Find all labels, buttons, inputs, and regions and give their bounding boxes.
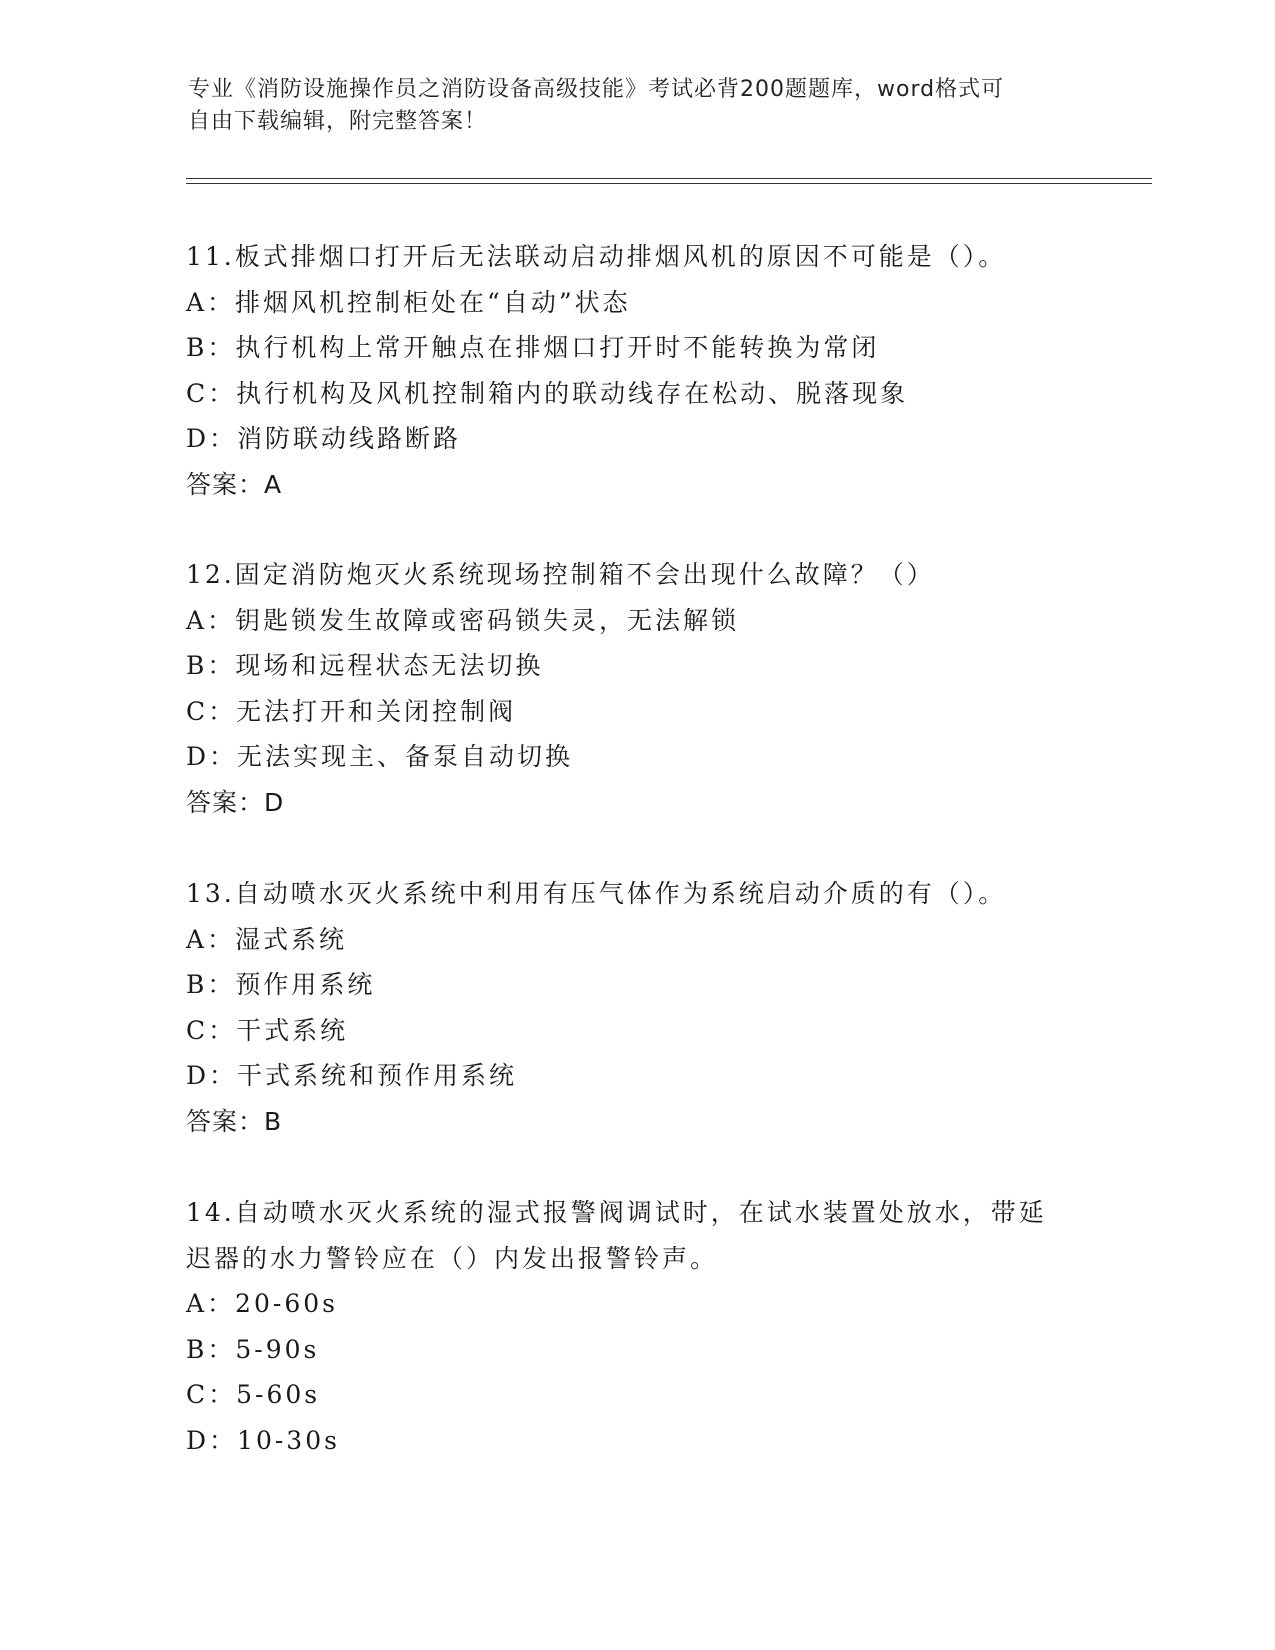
header-divider-bottom <box>186 183 1152 184</box>
question-13 <box>186 871 1086 1144</box>
option-a: A：排烟风机控制柜处在“自动”状态 <box>186 287 631 317</box>
question-12 <box>186 552 1086 825</box>
option-a: A：20-60s <box>186 1289 338 1318</box>
option-a: A：湿式系统 <box>186 924 348 954</box>
option-a: A：钥匙锁发生故障或密码锁失灵，无法解锁 <box>186 605 740 635</box>
option-b: B：现场和远程状态无法切换 <box>186 651 544 680</box>
option-d: D：10-30s <box>186 1425 340 1455</box>
option-c: C：5-60s <box>186 1380 321 1409</box>
question-stem: 12.固定消防炮灭火系统现场控制箱不会出现什么故障？（） <box>186 560 935 589</box>
option-c: C：无法打开和关闭控制阀 <box>186 696 517 726</box>
question-stem: 13.自动喷水灭火系统中利用有压气体作为系统启动介质的有（）。 <box>186 879 1007 908</box>
option-c: C：干式系统 <box>186 1015 349 1045</box>
question-11 <box>186 234 1086 507</box>
question-stem-line-2: 迟器的水力警铃应在（）内发出报警铃声。 <box>186 1243 719 1273</box>
option-c: C：执行机构及风机控制箱内的联动线存在松动、脱落现象 <box>186 378 909 408</box>
question-stem-line-1: 14.自动喷水灭火系统的湿式报警阀调试时，在试水装置处放水，带延 <box>186 1198 1047 1227</box>
answer: 答案：D <box>186 787 285 817</box>
option-b: B：预作用系统 <box>186 970 376 999</box>
option-d: D：干式系统和预作用系统 <box>186 1061 518 1090</box>
question-stem: 11.板式排烟口打开后无法联动启动排烟风机的原因不可能是（）。 <box>186 242 1007 271</box>
question-14 <box>186 1190 1086 1463</box>
option-d: D：消防联动线路断路 <box>186 424 462 453</box>
header-divider-top <box>186 178 1152 179</box>
answer: 答案：B <box>186 1106 283 1136</box>
header-line-2: 自由下载编辑，附完整答案！ <box>188 109 488 134</box>
answer: 答案：A <box>186 469 283 499</box>
document-header <box>188 74 1088 138</box>
header-line-1: 专业《消防设施操作员之消防设备高级技能》考试必背200题题库，word格式可 <box>188 77 1005 102</box>
option-b: B：执行机构上常开触点在排烟口打开时不能转换为常闭 <box>186 333 880 362</box>
option-d: D：无法实现主、备泵自动切换 <box>186 742 574 771</box>
option-b: B：5-90s <box>186 1334 320 1364</box>
